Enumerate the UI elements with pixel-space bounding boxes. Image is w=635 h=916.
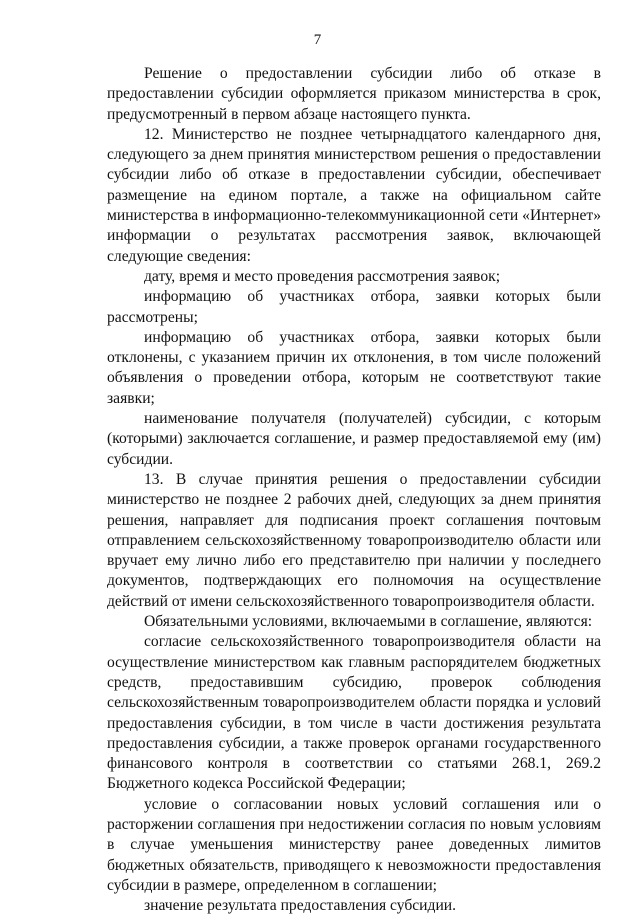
list-item-new-conditions: условие о согласовании новых условий соглашения или о расторжении соглашения при недостижении согласия по новым условиям в случае уменьшения министерству ранее доведенных лимитов бюджетных обязательств, приводящего к невозможности предоставления субсидии в размере, определенном в соглашении; [107, 795, 601, 894]
list-item-result-value: значение результата предоставления субсидии. [144, 897, 457, 915]
list-item-recipient-name: наименование получателя (получателей) субсидии, с которым (которыми) заключается соглашение, и размер предоставляемой ему (им) субсидии. [107, 410, 601, 468]
document-body [107, 64, 601, 916]
page-number: 7 [313, 32, 322, 48]
paragraph-mandatory-conditions: Обязательными условиями, включаемыми в соглашение, являются: [144, 613, 593, 631]
list-item-consent-to-audits: согласие сельскохозяйственного товаропроизводителя области на осуществление министерством как главным распорядителем бюджетных средств, предоставившим субсидию, проверок соблюдения сельскохозяйственным товаропроизводителем области порядка и условий предоставления субсидии, в том числе в части достижения результата предоставления субсидии, а также проверок органами государственного финансового контроля в соответствии со статьями 268.1, 269.2 Бюджетного кодекса Российской Федерации; [107, 633, 601, 793]
paragraph-item-13: 13. В случае принятия решения о предоставлении субсидии министерство не позднее 2 рабочих дней, следующих за днем принятия решения, направляет для подписания проект соглашения почтовым отправлением сельскохозяйственному товаропроизводителю области или вручает ему лично либо его представителю при наличии у последнего документов, подтверждающих его полномочия на осуществление действий от имени сельскохозяйственного товаропроизводителя области. [107, 470, 601, 610]
paragraph-item-12: 12. Министерство не позднее четырнадцатого календарного дня, следующего за днем принятия министерством решения о предоставлении субсидии либо об отказе в предоставлении субсидии, обеспечивает размещение на едином портале, а также на официальном сайте министерства в информационно-телекоммуникационной сети «Интернет» информации о результатах рассмотрения заявок, включающей следующие сведения: [107, 125, 601, 265]
paragraph-decision-form: Решение о предоставлении субсидии либо об отказе в предоставлении субсидии оформляется приказом министерства в срок, предусмотренный в первом абзаце настоящего пункта. [107, 65, 601, 123]
list-item-date-time-place: дату, время и место проведения рассмотрения заявок; [144, 267, 501, 285]
list-item-reviewed-participants: информацию об участниках отбора, заявки которых были рассмотрены; [107, 288, 601, 326]
list-item-rejected-participants: информацию об участниках отбора, заявки которых были отклонены, с указанием причин их отклонения, в том числе положений объявления о проведении отбора, которым не соответствуют такие заявки; [107, 328, 601, 407]
